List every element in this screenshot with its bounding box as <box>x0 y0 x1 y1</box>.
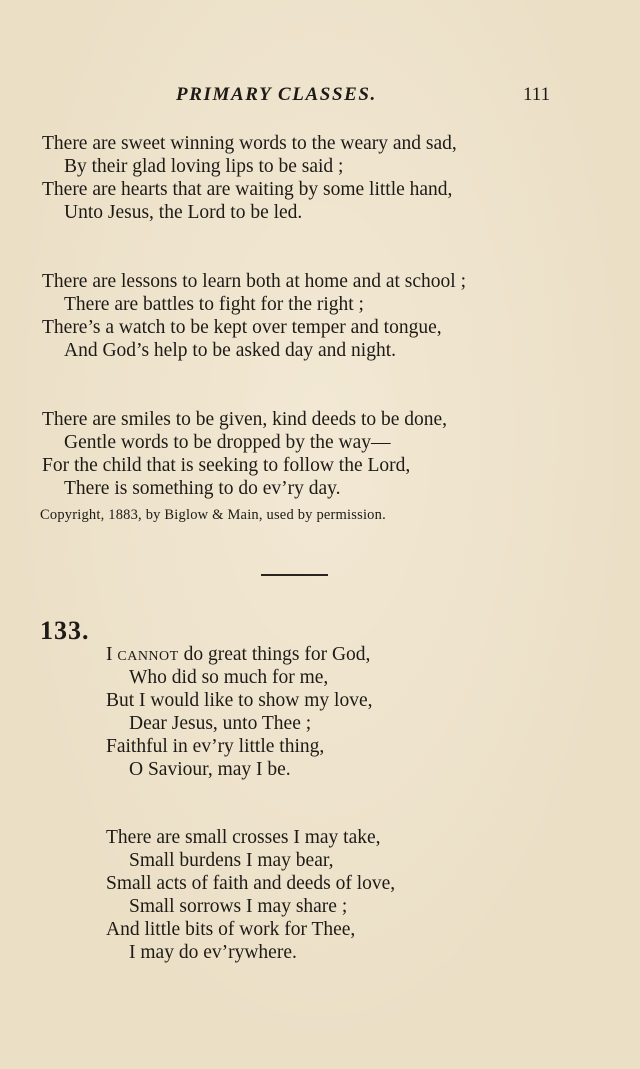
verse-line: By their glad loving lips to be said ; <box>64 156 344 177</box>
verse-line: Who did so much for me, <box>129 667 329 688</box>
verse-line: There are sweet winning words to the weary and sad, <box>42 133 457 154</box>
verse-line: There’s a watch to be kept over temper and tongue, <box>42 317 442 338</box>
verse-line: And God’s help to be asked day and night. <box>64 340 396 361</box>
first-word: I <box>106 644 113 665</box>
verse-line: There are lessons to learn both at home and at school ; <box>42 271 466 292</box>
verse-line: I may do ev’rywhere. <box>129 942 297 963</box>
first-line-rest: do great things for God, <box>178 644 371 665</box>
verse-line: Faithful in ev’ry little thing, <box>106 736 325 757</box>
verse-line: O Saviour, may I be. <box>129 759 291 780</box>
page-header <box>0 84 640 110</box>
running-title: PRIMARY CLASSES. <box>176 84 377 105</box>
verse-line: Dear Jesus, unto Thee ; <box>129 713 312 734</box>
verse-line: There are small crosses I may take, <box>106 827 381 848</box>
verse-line: Gentle words to be dropped by the way— <box>64 432 391 453</box>
verse-line: Small acts of faith and deeds of love, <box>106 873 396 894</box>
verse-line: There are battles to fight for the right ; <box>64 294 364 315</box>
verse-line: There is something to do ev’ry day. <box>64 478 341 499</box>
verse-line: For the child that is seeking to follow the Lord, <box>42 455 411 476</box>
section-divider <box>261 574 328 576</box>
page-number: 111 <box>523 84 551 105</box>
verse-line: And little bits of work for Thee, <box>106 919 356 940</box>
verse-line: Small sorrows I may share ; <box>129 896 348 917</box>
verse-line: There are smiles to be given, kind deeds to be done, <box>42 409 448 430</box>
verse-line: Unto Jesus, the Lord to be led. <box>64 202 303 223</box>
hymn-number: 133. <box>40 616 90 645</box>
verse-line: Small burdens I may bear, <box>129 850 334 871</box>
verse-line: But I would like to show my love, <box>106 690 373 711</box>
first-word-smallcaps: cannot <box>117 644 179 665</box>
hymn-first-line <box>106 643 370 666</box>
verse-line: There are hearts that are waiting by some little hand, <box>42 179 453 200</box>
copyright-notice: Copyright, 1883, by Biglow & Main, used by permission. <box>40 507 386 523</box>
